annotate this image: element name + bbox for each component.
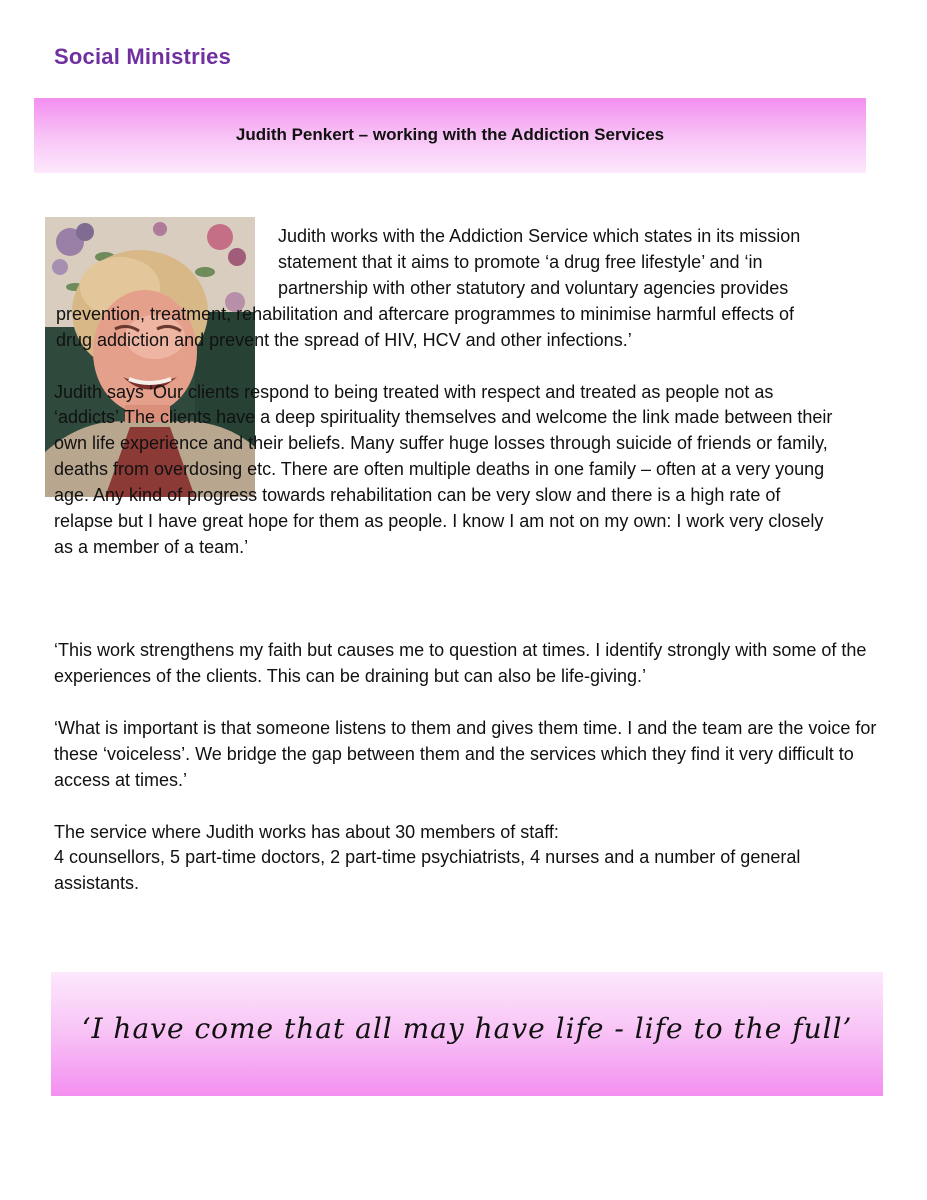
paragraph-staff-list: 4 counsellors, 5 part-time doctors, 2 part-time psychiatrists, 4 nurses and a number of general assistants. <box>54 847 801 894</box>
article-title: Judith Penkert – working with the Addiction Services <box>235 125 665 144</box>
paragraph-judith-says-text: Judith says ‘Our clients respond to being treated with respect and treated as people not as ‘addicts’.The clients have a deep spirituality themselves and welcome the link made between their own life experience and their beliefs. Many suffer huge losses through suicide of friends or family, deaths from overdosing etc. There are often multiple deaths in one family – often at a very young age. Any kind of progress towards rehabilitation can be very slow and there is a high rate of relapse but I have great hope for them as people. I know I am not on my own: I work very closely as a member of a team.’ <box>54 381 833 557</box>
section-title: Social Ministries <box>54 44 232 69</box>
paragraph-faith: ‘This work strengthens my faith but causes me to question at times. I identify strongly with some of the experiences of the clients. This can be draining but can also be life-giving.’ <box>54 640 867 686</box>
quote-banner <box>51 972 883 1096</box>
article-lower <box>54 638 884 897</box>
paragraph-judith-says <box>54 380 833 561</box>
article-text <box>0 0 873 561</box>
paragraph-mission: Judith works with the Addiction Service which states in its mission statement that it aims to promote ‘a drug free lifestyle’ and ‘in partnership with other statutory and voluntary agencies provides prevention, treatment, rehabilitation and aftercare programmes to minimise harmful effects of drug addiction and prevent the spread of HIV, HCV and other infections.’ <box>56 226 801 350</box>
paragraph-staff-intro: The service where Judith works has about 30 members of staff: <box>54 821 559 842</box>
scripture-quote: ‘I have come that all may have life - life to the full’ <box>81 1012 853 1045</box>
paragraph-listens: ‘What is important is that someone listens to them and gives them time. I and the team are the voice for these ‘voiceless’. We bridge the gap between them and the services which they find it very difficult to access at times.’ <box>54 717 877 790</box>
